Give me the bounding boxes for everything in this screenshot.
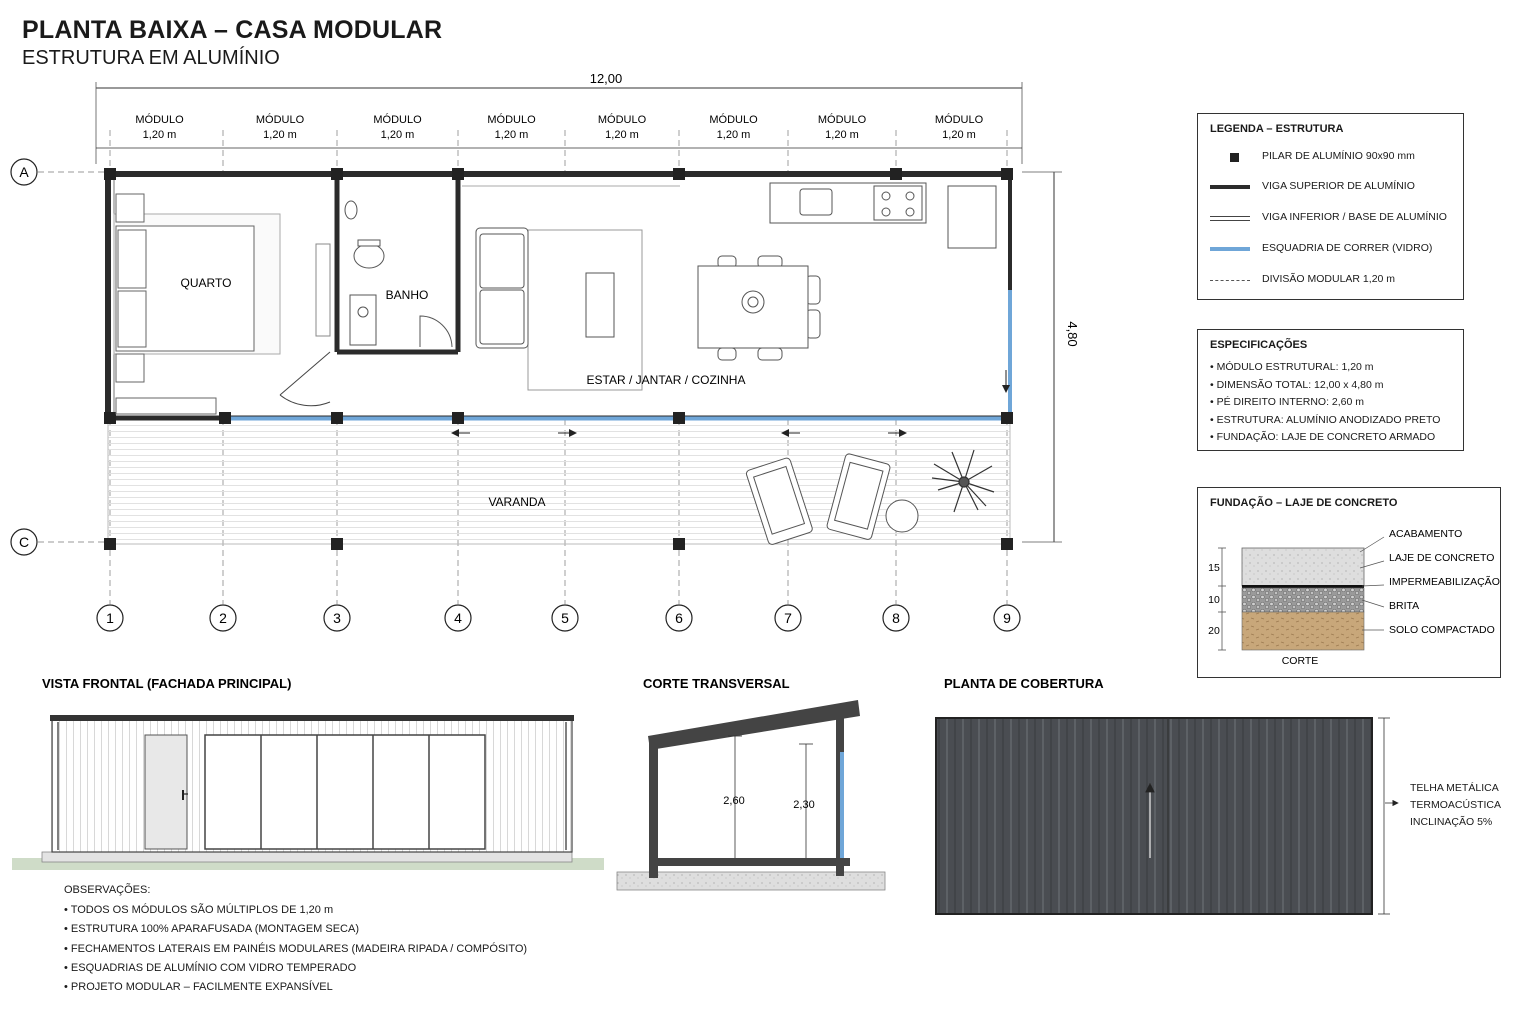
specs-list [1210, 361, 1440, 449]
thick-line-icon [1210, 185, 1250, 189]
depth-dimension [1022, 172, 1080, 542]
spec-item: • PÉ DIREITO INTERNO: 2,60 m [1210, 396, 1365, 408]
specs-title: ESPECIFICAÇÕES [1210, 339, 1308, 351]
note-item: • TODOS OS MÓDULOS SÃO MÚLTIPLOS DE 1,20 m [64, 904, 334, 916]
module-size-label: 1,20 m [716, 129, 751, 141]
notes-block [64, 884, 527, 1000]
legend-item-base-beam: VIGA INFERIOR / BASE DE ALUMÍNIO [1210, 211, 1450, 227]
module-label: MÓDULO [255, 114, 305, 126]
room-label-estar: ESTAR / JANTAR / COZINHA [586, 373, 746, 387]
pillar [219, 412, 231, 424]
section-height-internal: 2,60 [723, 795, 745, 807]
legend-item-grid: DIVISÃO MODULAR 1,20 m [1210, 273, 1450, 289]
column-axis-label: 8 [892, 610, 900, 626]
spec-item: • MÓDULO ESTRUTURAL: 1,20 m [1210, 361, 1374, 373]
axis-label-c: C [18, 534, 30, 550]
foundation-layer-brita: BRITA [1389, 600, 1420, 612]
module-size-label: 1,20 m [605, 129, 639, 141]
roof-note-line: INCLINAÇÃO 5% [1410, 816, 1493, 828]
pillar [1001, 538, 1013, 550]
specs-box [1197, 329, 1464, 451]
foundation-caption: CORTE [1281, 655, 1319, 667]
column-axis-label: 1 [106, 610, 114, 626]
front-view-title: VISTA FRONTAL (FACHADA PRINCIPAL) [42, 676, 292, 691]
column-axis-label: 4 [454, 610, 462, 626]
axis-label-a: A [19, 164, 29, 180]
module-label: MÓDULO [373, 114, 422, 126]
pillar [104, 168, 116, 180]
foundation-layer-acabamento: ACABAMENTO [1389, 528, 1463, 540]
thickness-laje: 15 [1208, 562, 1220, 574]
roof-note-line: TELHA METÁLICA [1410, 782, 1499, 794]
notes-list [64, 904, 527, 1000]
module-size-label: 1,20 m [942, 129, 976, 141]
pillar [673, 168, 685, 180]
overall-width-label: 12,00 [589, 71, 623, 86]
row-axes [11, 159, 108, 555]
legend-item-glass: ESQUADRIA DE CORRER (VIDRO) [1210, 242, 1450, 258]
foundation-title: FUNDAÇÃO – LAJE DE CONCRETO [1210, 497, 1398, 509]
module-size-label: 1,20 m [825, 129, 859, 141]
spec-item: • DIMENSÃO TOTAL: 12,00 x 4,80 m [1210, 378, 1384, 391]
module-label: MÓDULO [709, 114, 758, 126]
pillar-square-icon [1230, 153, 1239, 162]
pillar [331, 538, 343, 550]
note-item: • ESTRUTURA 100% APARAFUSADA (MONTAGEM SECA) [64, 923, 360, 936]
page-title: PLANTA BAIXA – CASA MODULAR [22, 16, 443, 44]
module-label: MÓDULO [597, 114, 647, 126]
pillar [104, 412, 116, 424]
note-item: • FECHAMENTOS LATERAIS EM PAINÉIS MODULARES (MADEIRA RIPADA / COMPÓSITO) [64, 942, 528, 955]
pillar [331, 412, 343, 424]
depth-label: 4,80 [1065, 321, 1080, 347]
room-label-banho: BANHO [385, 288, 429, 302]
column-axis-label: 5 [561, 610, 569, 626]
column-axes [97, 605, 1020, 631]
pillar [104, 538, 116, 550]
roof-note-line: TERMOACÚSTICA [1410, 799, 1502, 811]
column-axis-label: 9 [1003, 610, 1011, 626]
legend-item-pillar: PILAR DE ALUMÍNIO 90x90 mm [1210, 150, 1450, 166]
pillar [673, 538, 685, 550]
column-axis-label: 7 [784, 610, 792, 626]
spec-item: • ESTRUTURA: ALUMÍNIO ANODIZADO PRETO [1210, 413, 1441, 426]
legend-item-top-beam: VIGA SUPERIOR DE ALUMÍNIO [1210, 180, 1450, 196]
module-label: MÓDULO [487, 114, 536, 126]
blue-line-icon [1210, 247, 1250, 251]
double-line-icon [1210, 216, 1250, 221]
room-label-quarto: QUARTO [180, 276, 232, 290]
roof-note [1410, 780, 1501, 831]
notes-title: OBSERVAÇÕES: [64, 884, 151, 896]
page-subtitle: ESTRUTURA EM ALUMÍNIO [22, 47, 280, 69]
thickness-solo: 20 [1208, 625, 1220, 637]
module-size-label: 1,20 m [494, 129, 529, 141]
column-axis-label: 3 [333, 610, 341, 626]
foundation-layer-laje: LAJE DE CONCRETO [1389, 552, 1495, 564]
foundation-layer-imperm: IMPERMEABILIZAÇÃO [1389, 576, 1500, 588]
pillar [331, 168, 343, 180]
module-size-label: 1,20 m [142, 129, 177, 141]
module-dimension-labels [135, 113, 983, 141]
column-axis-label: 6 [675, 610, 683, 626]
room-label-varanda: VARANDA [488, 495, 546, 509]
module-size-label: 1,20 m [380, 129, 415, 141]
roof-plan-title: PLANTA DE COBERTURA [944, 676, 1104, 691]
dining-table [698, 256, 820, 360]
foundation-box [1197, 487, 1501, 678]
cross-section-drawing [617, 700, 885, 890]
module-label: MÓDULO [934, 114, 984, 126]
module-size-label: 1,20 m [263, 129, 297, 141]
column-axis-label: 2 [219, 610, 227, 626]
pillar [452, 412, 464, 424]
front-elevation [12, 715, 604, 870]
pillar [890, 168, 902, 180]
dashed-line-icon [1210, 280, 1250, 281]
section-height-opening: 2,30 [793, 799, 815, 811]
pillar [1001, 168, 1013, 180]
section-title: CORTE TRANSVERSAL [643, 676, 790, 691]
module-label: MÓDULO [135, 114, 184, 126]
note-item: • ESQUADRIAS DE ALUMÍNIO COM VIDRO TEMPERADO [64, 961, 357, 974]
pillar [1001, 412, 1013, 424]
overall-width-dimension [96, 71, 1022, 164]
pillar [673, 412, 685, 424]
legend-box [1197, 113, 1464, 300]
note-item: • PROJETO MODULAR – FACILMENTE EXPANSÍVEL [64, 981, 333, 994]
module-label: MÓDULO [817, 114, 867, 126]
thickness-brita: 10 [1208, 594, 1220, 606]
legend-title: LEGENDA – ESTRUTURA [1210, 123, 1344, 135]
foundation-layer-solo: SOLO COMPACTADO [1389, 624, 1495, 636]
spec-item: • FUNDAÇÃO: LAJE DE CONCRETO ARMADO [1210, 431, 1436, 443]
pillar [452, 168, 464, 180]
roof-plan-drawing [936, 718, 1398, 914]
